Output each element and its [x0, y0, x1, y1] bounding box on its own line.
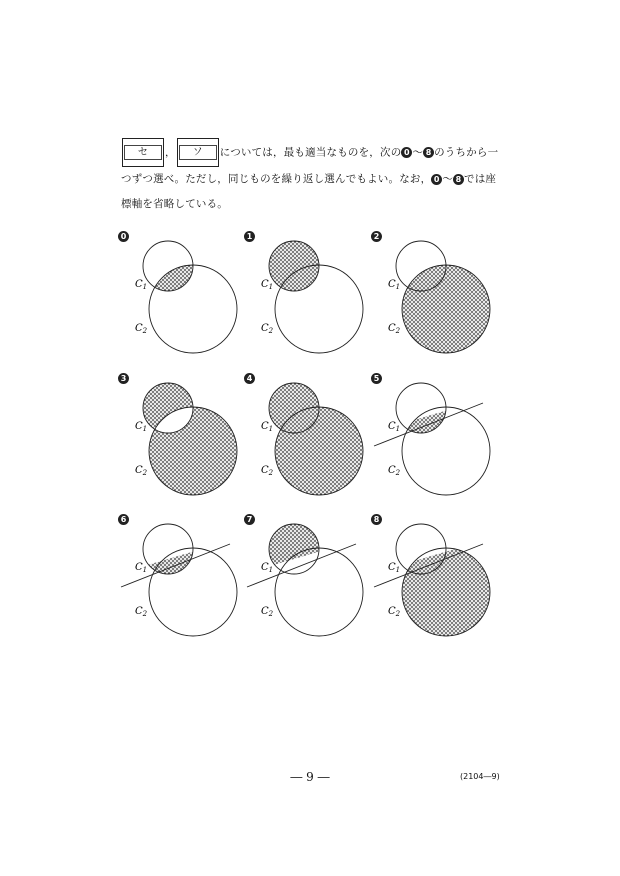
- option-6: [118, 514, 248, 644]
- answer-box-se-label: セ: [124, 145, 162, 160]
- option-2: [371, 231, 501, 361]
- c1-label: $C_1$: [261, 279, 274, 291]
- instruction-text: [121, 138, 506, 217]
- c2-label: $C_2$: [261, 323, 274, 335]
- option-7-figure: [244, 514, 374, 644]
- range-end-badge: 8: [423, 147, 434, 158]
- page-number: ― 9 ―: [290, 770, 330, 784]
- c2-label: $C_2$: [388, 465, 401, 477]
- option-5-figure: [371, 373, 501, 503]
- option-7: [244, 514, 374, 644]
- option-8-figure: [371, 514, 501, 644]
- range-start-badge-2: 0: [431, 174, 442, 185]
- option-4-figure: [244, 373, 374, 503]
- option-2-number: 2: [371, 231, 382, 242]
- tilde-2: ～: [442, 173, 454, 185]
- option-0: [118, 231, 248, 361]
- exam-code: (2104―9): [460, 772, 500, 781]
- c2-label: $C_2$: [261, 606, 274, 618]
- answer-box-se: [122, 138, 164, 167]
- option-0-figure: [118, 231, 248, 361]
- option-6-number: 6: [118, 514, 129, 525]
- option-3-figure: [118, 373, 248, 503]
- c1-label: $C_1$: [261, 421, 274, 433]
- option-8-number: 8: [371, 514, 382, 525]
- option-1-number: 1: [244, 231, 255, 242]
- c1-label: $C_1$: [261, 562, 274, 574]
- option-0-number: 0: [118, 231, 129, 242]
- c2-label: $C_2$: [388, 606, 401, 618]
- option-5-number: 5: [371, 373, 382, 384]
- option-4: [244, 373, 374, 503]
- option-6-figure: [118, 514, 248, 644]
- c1-label: $C_1$: [388, 562, 401, 574]
- c1-label: $C_1$: [388, 421, 401, 433]
- instruction-part3: では座標軸を省略している。: [121, 173, 497, 210]
- range-start-badge: 0: [401, 147, 412, 158]
- c2-label: $C_2$: [135, 323, 148, 335]
- option-8: [371, 514, 501, 644]
- option-4-number: 4: [244, 373, 255, 384]
- c1-label: $C_1$: [135, 279, 148, 291]
- separator: ，: [165, 146, 176, 159]
- c1-label: $C_1$: [135, 421, 148, 433]
- c1-label: $C_1$: [388, 279, 401, 291]
- c2-label: $C_2$: [135, 465, 148, 477]
- option-1: [244, 231, 374, 361]
- range-end-badge-2: 8: [453, 174, 464, 185]
- c2-label: $C_2$: [388, 323, 401, 335]
- answer-box-so-label: ソ: [179, 145, 217, 160]
- option-1-figure: [244, 231, 374, 361]
- option-3-number: 3: [118, 373, 129, 384]
- option-7-number: 7: [244, 514, 255, 525]
- c2-label: $C_2$: [261, 465, 274, 477]
- answer-box-so: [177, 138, 219, 167]
- tilde: ～: [412, 146, 424, 159]
- instruction-part2: のうちから一つずつ選べ。ただし，同じものを繰り返し選んでもよい。なお，: [121, 146, 499, 185]
- c2-label: $C_2$: [135, 606, 148, 618]
- c1-label: $C_1$: [135, 562, 148, 574]
- instruction-part1: については，最も適当なものを，次の: [219, 146, 402, 159]
- option-3: [118, 373, 248, 503]
- option-2-figure: [371, 231, 501, 361]
- option-5: [371, 373, 501, 503]
